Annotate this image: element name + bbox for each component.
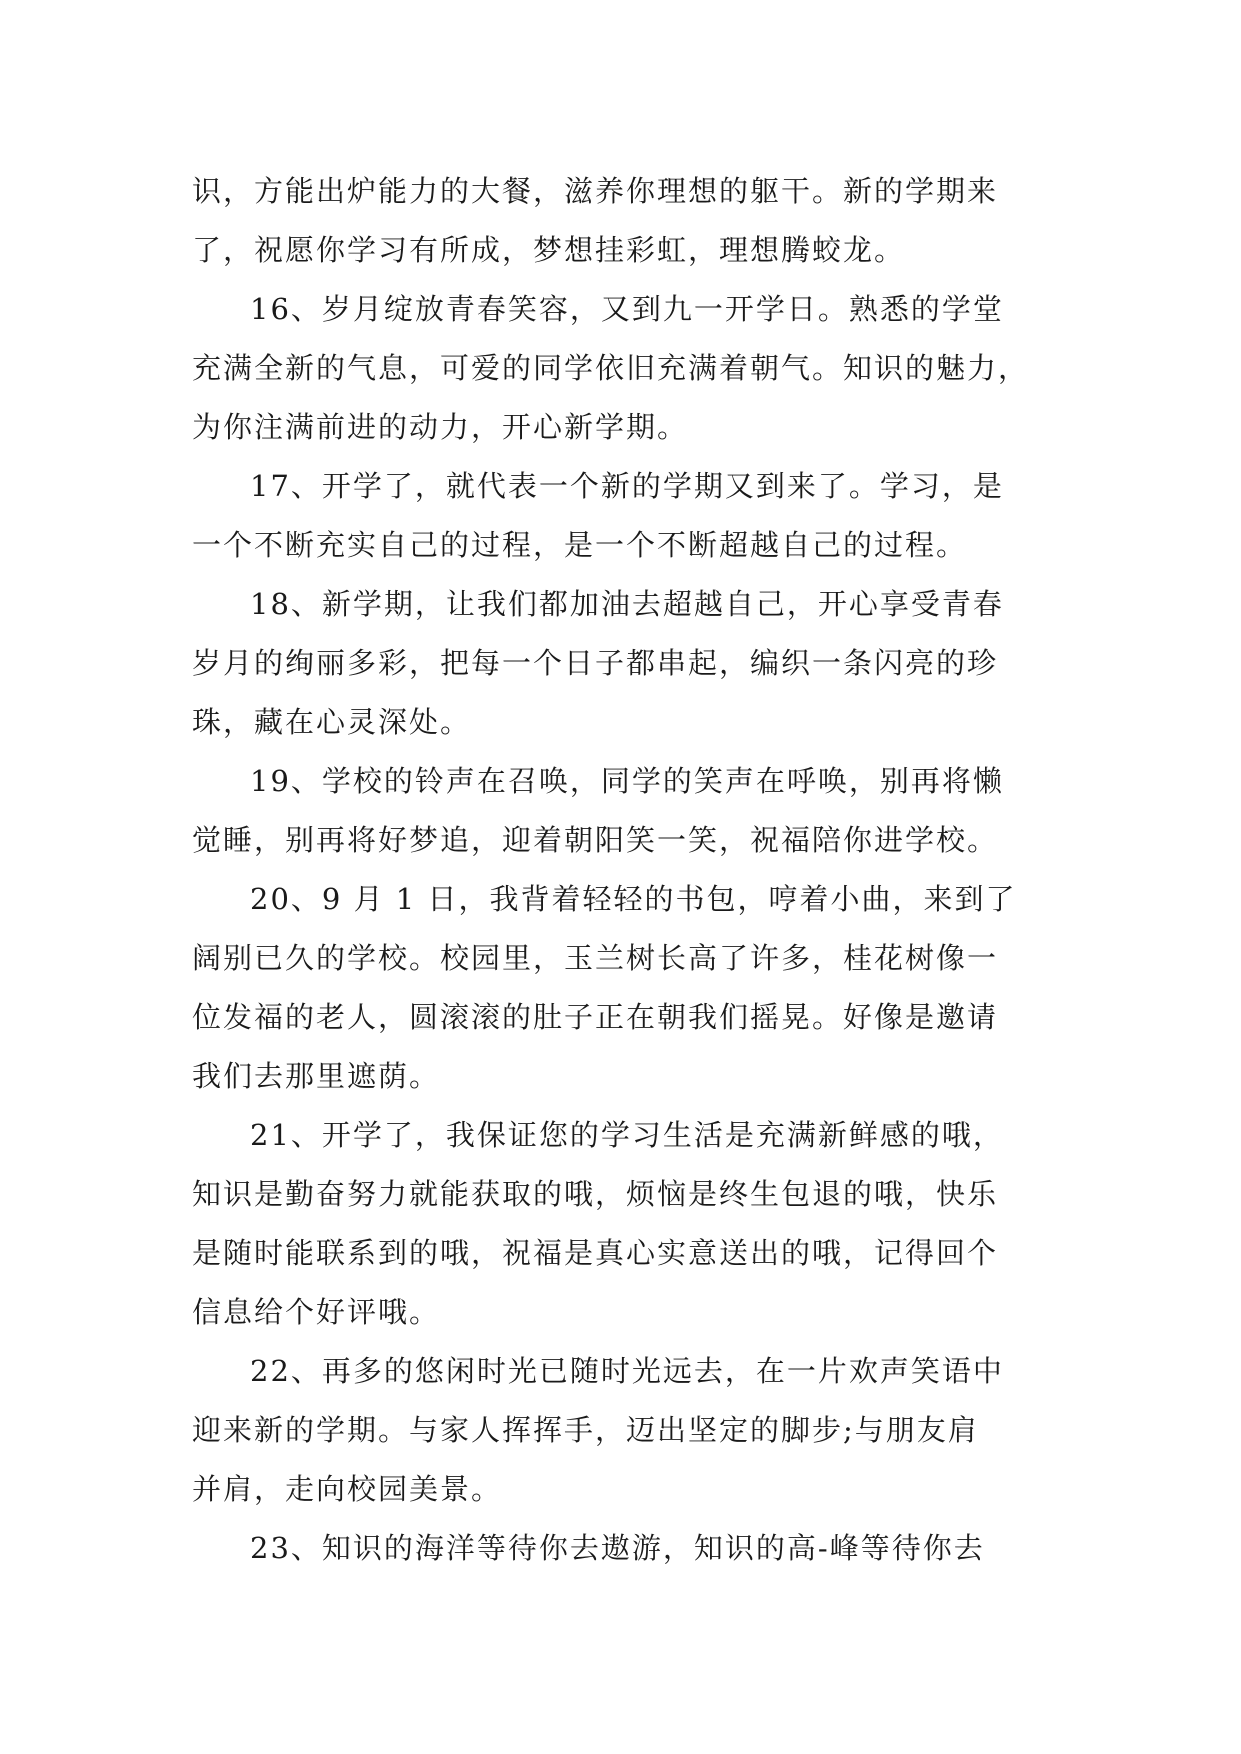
paragraph-19 [192,752,1062,870]
text-line: 知识是勤奋努力就能获取的哦，烦恼是终生包退的哦，快乐 [192,1177,999,1211]
text-line: 岁月的绚丽多彩，把每一个日子都串起，编织一条闪亮的珍 [192,646,999,680]
text-line: 一个不断充实自己的过程，是一个不断超越自己的过程。 [192,528,968,562]
text-line: 并肩，走向校园美景。 [192,1472,503,1506]
text-line: 为你注满前进的动力，开心新学期。 [192,410,689,444]
paragraph-20 [192,870,1062,1106]
text-line: 珠，藏在心灵深处。 [192,705,472,739]
text-line: 16、岁月绽放青春笑容，又到九一开学日。熟悉的学堂 [250,292,1004,326]
text-line: 17、开学了，就代表一个新的学期又到来了。学习，是 [250,469,1004,503]
text-line: 我们去那里遮荫。 [192,1059,441,1093]
text-line: 识，方能出炉能力的大餐，滋养你理想的躯干。新的学期来 [192,174,999,208]
text-line: 迎来新的学期。与家人挥挥手，迈出坚定的脚步;与朋友肩 [192,1413,979,1447]
text-line: 21、开学了，我保证您的学习生活是充满新鲜感的哦， [250,1118,1004,1152]
paragraph-18 [192,575,1062,752]
text-line: 23、知识的海洋等待你去遨游，知识的高-峰等待你去 [250,1531,985,1565]
text-line: 20、9 月 1 日，我背着轻轻的书包，哼着小曲，来到了 [250,882,1017,916]
text-line: 位发福的老人，圆滚滚的肚子正在朝我们摇晃。好像是邀请 [192,1000,999,1034]
paragraph-21 [192,1106,1062,1342]
text-line: 18、新学期，让我们都加油去超越自己，开心享受青春 [250,587,1004,621]
document-body [192,162,1062,1578]
text-line: 是随时能联系到的哦，祝福是真心实意送出的哦，记得回个 [192,1236,999,1270]
paragraph-22 [192,1342,1062,1519]
text-line: 信息给个好评哦。 [192,1295,441,1329]
paragraph-16 [192,280,1062,457]
text-line: 觉睡，别再将好梦追，迎着朝阳笑一笑，祝福陪你进学校。 [192,823,999,857]
text-line: 22、再多的悠闲时光已随时光远去，在一片欢声笑语中 [250,1354,1004,1388]
text-line: 阔别已久的学校。校园里，玉兰树长高了许多，桂花树像一 [192,941,999,975]
paragraph-17 [192,457,1062,575]
text-line: 充满全新的气息，可爱的同学依旧充满着朝气。知识的魅力， [192,351,1030,385]
paragraph-23 [192,1519,1062,1578]
paragraph-15-continued [192,162,1062,280]
text-line: 19、学校的铃声在召唤，同学的笑声在呼唤，别再将懒 [250,764,1004,798]
text-line: 了，祝愿你学习有所成，梦想挂彩虹，理想腾蛟龙。 [192,233,906,267]
